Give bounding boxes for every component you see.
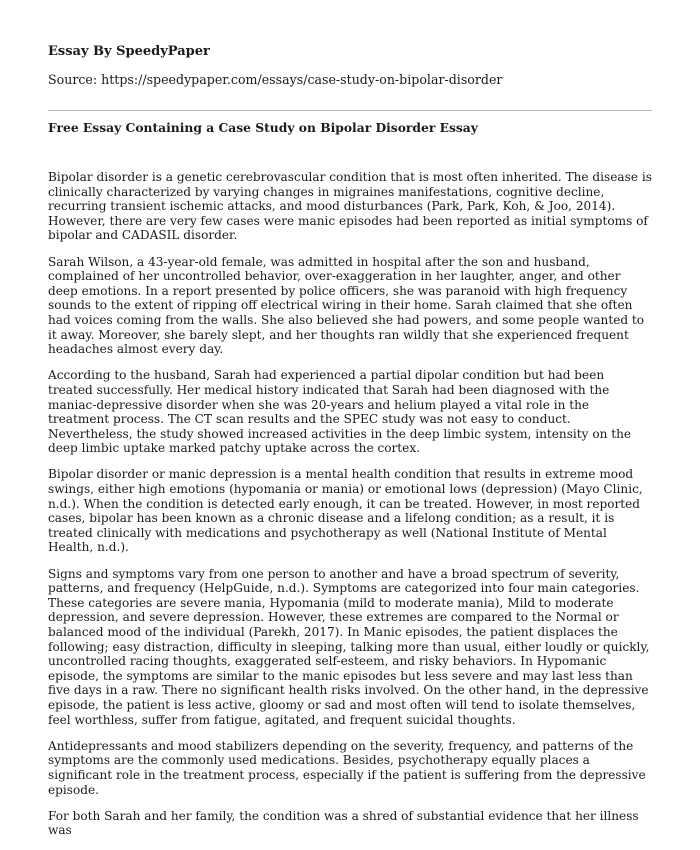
essay-paragraph: According to the husband, Sarah had experienced a partial dipolar condition but had been treated successfully. Her medical history indicated that Sarah had been diagnosed with the maniac-depressive disorder when she was 20-years and helium played a vital role in the treatment process. The CT scan results and the SPEC study was not easy to conduct. Nevertheless, the study showed increased activities in the deep limbic system, intensity on the deep limbic uptake marked patchy uptake across the cortex. <box>48 368 632 456</box>
essay-paragraph: Signs and symptoms vary from one person to another and have a broad spectrum of severity, patterns, and frequency (HelpGuide, n.d.). Symptoms are categorized into four main categories. These categories are severe mania, Hypomania (mild to moderate mania), Mild to moderate depression, and severe depression. However, these extremes are compared to the Normal or balanced mood of the individual (Parekh, 2017). In Manic episodes, the patient displaces the following; easy distraction, difficulty in sleeping, talking more than usual, either loudly or quickly, uncontrolled racing thoughts, exaggerated self-esteem, and risky behaviors. In Hypomanic episode, the symptoms are similar to the manic episodes but less severe and may last less than five days in a raw. There no significant health risks involved. On the other hand, in the depressive episode, the patient is less active, gloomy or sad and most often will tend to isolate themselves, feel worthless, suffer from fatigue, agitated, and frequent suicidal thoughts. <box>48 566 650 727</box>
source-line: Source: https://speedypaper.com/essays/case-study-on-bipolar-disorder <box>48 72 503 87</box>
publisher-heading: Essay By SpeedyPaper <box>48 44 210 59</box>
document-page <box>48 0 652 850</box>
essay-body <box>48 170 652 850</box>
header-divider <box>48 110 652 111</box>
essay-paragraph: Sarah Wilson, a 43-year-old female, was admitted in hospital after the son and husband, complained of her uncontrolled behavior, over-exaggeration in her laughter, anger, and other deep emotions. In a report presented by police officers, she was paranoid with high frequency sounds to the extent of ripping off electrical wiring in their home. Sarah claimed that she often had voices coming from the walls. She also believed she had powers, and some people wanted to it away. Moreover, she barely slept, and her thoughts ran wildly that she experienced frequent headaches almost every day. <box>48 254 645 357</box>
essay-paragraph: For both Sarah and her family, the condition was a shred of substantial evidence that her illness was <box>48 808 639 838</box>
essay-title: Free Essay Containing a Case Study on Bipolar Disorder Essay <box>48 120 478 135</box>
essay-paragraph: Bipolar disorder or manic depression is a mental health condition that results in extreme mood swings, either high emotions (hypomania or mania) or emotional lows (depression) (Mayo Clinic, n.d.). When the condition is detected early enough, it can be treated. However, in most reported cases, bipolar has been known as a chronic disease and a lifelong condition; as a result, it is treated clinically with medications and psychotherapy as well (National Institute of Mental Health, n.d.). <box>48 467 643 555</box>
essay-paragraph: Bipolar disorder is a genetic cerebrovascular condition that is most often inherited. The disease is clinically characterized by varying changes in migraines manifestations, cognitive decline, recurring transient ischemic attacks, and mood disturbances (Park, Park, Koh, & Joo, 2014). However, there are very few cases were manic episodes had been reported as initial symptoms of bipolar and CADASIL disorder. <box>48 170 652 243</box>
essay-paragraph: Antidepressants and mood stabilizers depending on the severity, frequency, and patterns of the symptoms are the commonly used medications. Besides, psychotherapy equally places a significant role in the treatment process, especially if the patient is suffering from the depressive episode. <box>48 738 646 797</box>
